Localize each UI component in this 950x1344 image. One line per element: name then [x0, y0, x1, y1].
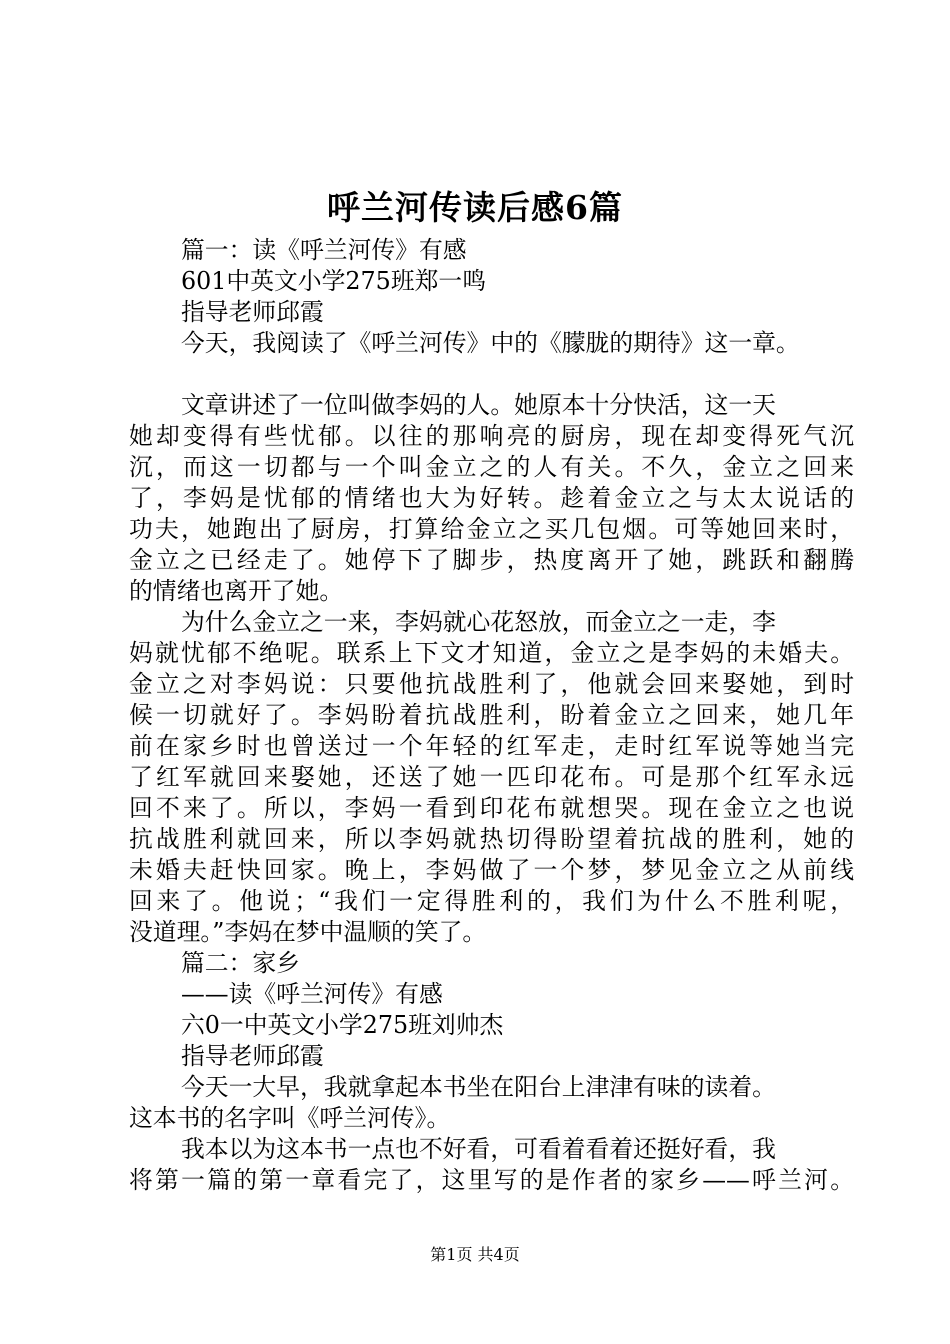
text-line: 601中英文小学275班郑一鸣 [181, 267, 487, 295]
text-line: 了，李妈是忧郁的情绪也大为好转。趁着金立之与太太说话的 [129, 484, 854, 512]
text-line: ——读《呼兰河传》有感 [181, 980, 443, 1008]
text-line: 金立之对李妈说：只要他抗战胜利了，他就会回来娶她，到时 [129, 670, 854, 698]
document-title: 呼兰河传读后感6篇 [327, 188, 623, 227]
text-line: 沉，而这一切都与一个叫金立之的人有关。不久，金立之回来 [129, 453, 854, 481]
text-line: 文章讲述了一位叫做李妈的人。她原本十分快活，这一天 [181, 391, 776, 419]
text-line: 六0一中英文小学275班刘帅杰 [181, 1011, 504, 1039]
text-line: 了红军就回来娶她，还送了她一匹印花布。可是那个红军永远 [129, 763, 854, 791]
text-line: 候一切就好了。李妈盼着抗战胜利，盼着金立之回来，她几年 [129, 701, 854, 729]
text-line: 金立之已经走了。她停下了脚步，热度离开了她，跳跃和翻腾 [129, 546, 854, 574]
text-line: 回不来了。所以，李妈一看到印花布就想哭。现在金立之也说 [129, 794, 854, 822]
text-line: 抗战胜利就回来，所以李妈就热切得盼望着抗战的胜利，她的 [129, 825, 854, 853]
text-line: 妈就忧郁不绝呢。联系上下文才知道，金立之是李妈的未婚夫。 [129, 639, 854, 667]
text-line: 她却变得有些忧郁。以往的那响亮的厨房，现在却变得死气沉 [129, 422, 854, 450]
text-line: 前在家乡时也曾送过一个年轻的红军走，走时红军说等她当完 [129, 732, 854, 760]
text-line: 我本以为这本书一点也不好看，可看着看着还挺好看，我 [181, 1135, 776, 1163]
text-line: 功夫，她跑出了厨房，打算给金立之买几包烟。可等她回来时， [129, 515, 854, 543]
text-line: 的情绪也离开了她。 [129, 577, 344, 605]
text-line: 将第一篇的第一章看完了，这里写的是作者的家乡——呼兰河。 [129, 1166, 854, 1194]
text-line: 回来了。他说；“我们一定得胜利的，我们为什么不胜利呢， [129, 887, 854, 915]
text-line: 今天，我阅读了《呼兰河传》中的《朦胧的期待》这一章。 [181, 329, 800, 357]
blank-line [129, 359, 854, 390]
text-line: 这本书的名字叫《呼兰河传》。 [129, 1104, 451, 1132]
text-line: 未婚夫赶快回家。晚上，李妈做了一个梦，梦见金立之从前线 [129, 856, 854, 884]
text-line: 指导老师邱霞 [181, 1042, 324, 1070]
text-line: 没道理。”李妈在梦中温顺的笑了。 [129, 918, 487, 946]
text-line: 篇一：读《呼兰河传》有感 [181, 236, 467, 264]
text-line: 今天一大早，我就拿起本书坐在阳台上津津有味的读着。 [181, 1073, 776, 1101]
text-line: 指导老师邱霞 [181, 298, 324, 326]
text-line: 为什么金立之一来，李妈就心花怒放，而金立之一走，李 [181, 608, 776, 636]
text-line: 篇二：家乡 [181, 949, 300, 977]
document-body [129, 235, 854, 1196]
page-footer: 第1页 共4页 [430, 1245, 520, 1264]
